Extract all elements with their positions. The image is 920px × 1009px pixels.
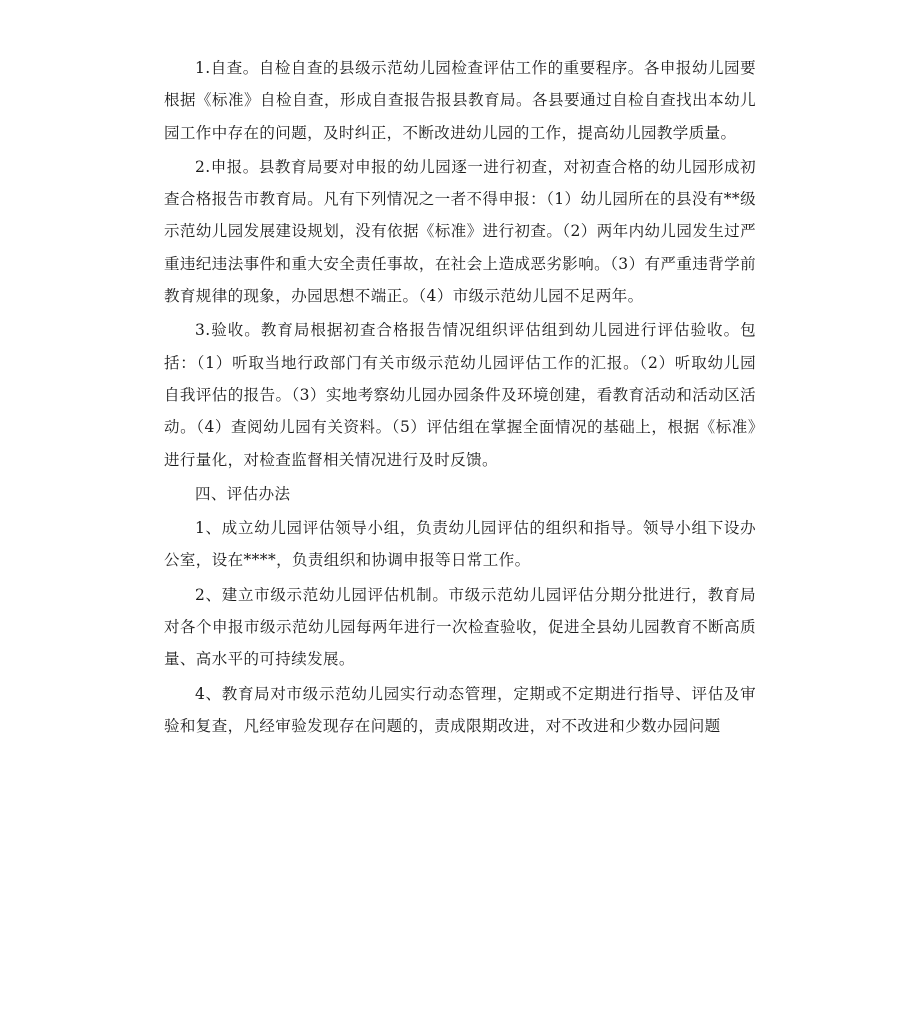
paragraph-acceptance: 3.验收。教育局根据初查合格报告情况组织评估组到幼儿园进行评估验收。包括：（1）听取当地行政部门有关市级示范幼儿园评估工作的汇报。（2）听取幼儿园自我评估的报告。（3）实地考察幼儿园办园条件及环境创建，看教育活动和活动区活动。（4）查阅幼儿园有关资料。（5）评估组在掌握全面情况的基础上，根据《标准》进行量化，对检查监督相关情况进行及时反馈。	[164, 321, 756, 469]
paragraph-application: 2.申报。县教育局要对申报的幼儿园逐一进行初查，对初查合格的幼儿园形成初查合格报告市教育局。凡有下列情况之一者不得申报：（1）幼儿园所在的县没有**级示范幼儿园发展建设规划，没有依据《标准》进行初查。（2）两年内幼儿园发生过严重违纪违法事件和重大安全责任事故，在社会上造成恶劣影响。（3）有严重违背学前教育规律的现象，办园思想不端正。（4）市级示范幼儿园不足两年。	[164, 157, 756, 306]
paragraph-evaluation-mechanism: 2、建立市级示范幼儿园评估机制。市级示范幼儿园评估分期分批进行，教育局对各个申报市级示范幼儿园每两年进行一次检查验收，促进全县幼儿园教育不断高质量、高水平的可持续发展。	[164, 585, 756, 669]
paragraph-leadership-group: 1、成立幼儿园评估领导小组，负责幼儿园评估的组织和指导。领导小组下设办公室，设在****，负责组织和协调申报等日常工作。	[164, 519, 756, 570]
document-page	[164, 52, 756, 742]
paragraph-self-check: 1.自查。自检自查的县级示范幼儿园检查评估工作的重要程序。各申报幼儿园要根据《标准》自检自查，形成自查报告报县教育局。各县要通过自检自查找出本幼儿园工作中存在的问题，及时纠正，不断改进幼儿园的工作，提高幼儿园教学质量。	[164, 59, 756, 142]
paragraph-dynamic-management: 4、教育局对市级示范幼儿园实行动态管理，定期或不定期进行指导、评估及审验和复查，凡经审验发现存在问题的，责成限期改进，对不改进和少数办园问题	[164, 684, 756, 735]
section-heading-evaluation-method: 四、评估办法	[195, 484, 291, 503]
